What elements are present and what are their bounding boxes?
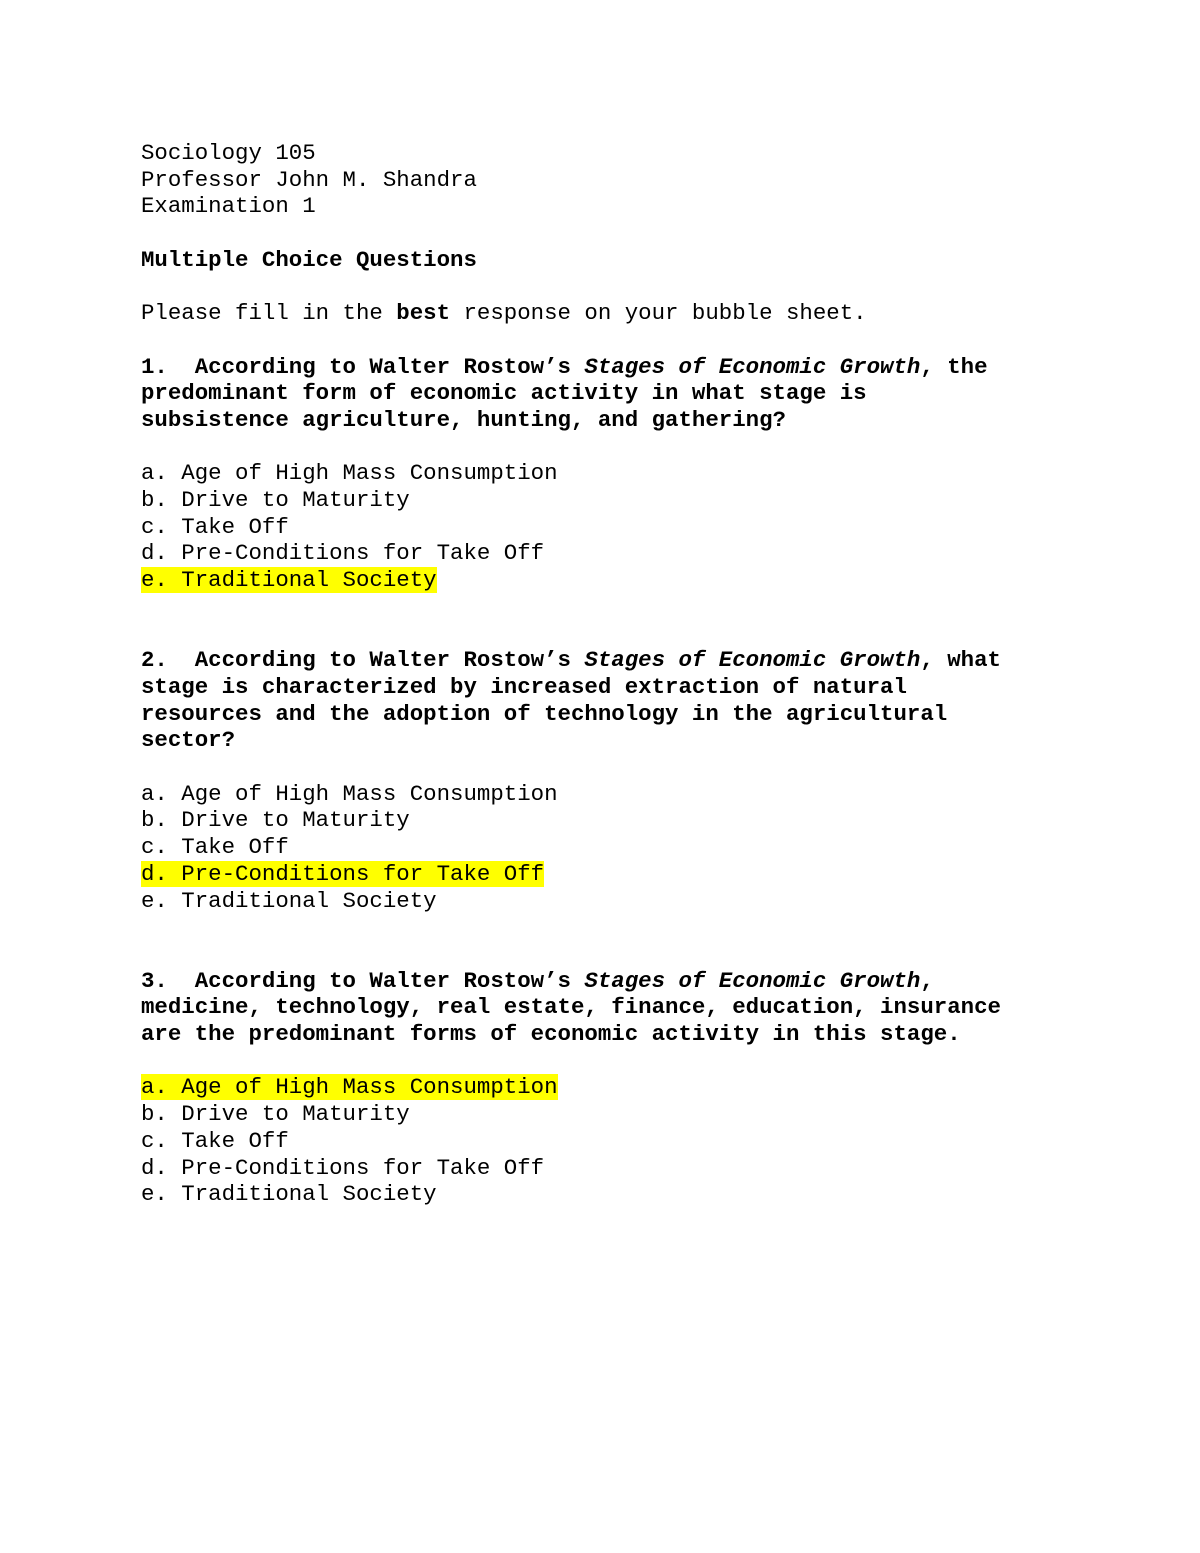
instructions-before: Please fill in the — [141, 300, 397, 327]
question-block — [141, 968, 1061, 1208]
book-title: Stages of Economic Growth — [584, 353, 921, 380]
spacer — [141, 1048, 1061, 1075]
answer-text: c. Take Off — [141, 1127, 289, 1154]
answer-text: d. Pre-Conditions for Take Off — [141, 1154, 545, 1181]
highlighted-answer: d. Pre-Conditions for Take Off — [141, 860, 545, 887]
answer-text: c. Take Off — [141, 513, 289, 540]
answer-choice — [141, 861, 1061, 888]
question-text-line — [141, 380, 1061, 407]
question-block — [141, 647, 1061, 967]
spacer — [141, 220, 1061, 247]
book-title: Stages of Economic Growth — [584, 647, 921, 674]
answer-choice — [141, 888, 1061, 915]
question-block — [141, 354, 1061, 648]
question-list — [141, 354, 1061, 1208]
answer-text: d. Pre-Conditions for Take Off — [141, 540, 545, 567]
question-text: resources and the adoption of technology in the agricultural — [141, 700, 948, 727]
question-text-line — [141, 354, 1061, 381]
answer-choice — [141, 460, 1061, 487]
instructions — [141, 300, 1061, 327]
answer-text: c. Take Off — [141, 834, 289, 861]
spacer — [141, 274, 1061, 301]
answer-text: e. Traditional Society — [141, 1181, 437, 1208]
question-text: sector? — [141, 727, 236, 754]
question-number: 2. — [141, 647, 195, 674]
spacer — [141, 327, 1061, 354]
question-text: , — [920, 967, 934, 994]
question-text-line — [141, 407, 1061, 434]
answer-text: b. Drive to Maturity — [141, 487, 410, 514]
book-title: Stages of Economic Growth — [584, 967, 921, 994]
spacer — [141, 594, 1061, 647]
answer-choice — [141, 540, 1061, 567]
spacer — [141, 754, 1061, 781]
question-number: 1. — [141, 353, 195, 380]
instructions-emphasis: best — [396, 300, 451, 327]
question-text-line — [141, 727, 1061, 754]
answer-choice — [141, 567, 1061, 594]
question-text-line — [141, 674, 1061, 701]
question-text-line — [141, 647, 1061, 674]
section-title: Multiple Choice Questions — [141, 246, 477, 273]
course-name: Sociology 105 — [141, 140, 316, 166]
question-text: According to Walter Rostow’s — [194, 647, 585, 674]
answer-text: a. Age of High Mass Consumption — [141, 780, 558, 807]
highlighted-answer: a. Age of High Mass Consumption — [141, 1074, 558, 1101]
answer-text: b. Drive to Maturity — [141, 807, 410, 834]
answer-text: a. Age of High Mass Consumption — [141, 460, 558, 487]
professor-name: Professor John M. Shandra — [141, 166, 477, 193]
exam-title: Examination 1 — [141, 193, 316, 220]
answer-choice — [141, 1074, 1061, 1101]
question-text: are the predominant forms of economic activity in this stage. — [141, 1021, 961, 1048]
answer-choice — [141, 487, 1061, 514]
highlighted-answer: e. Traditional Society — [141, 567, 437, 594]
answer-choice — [141, 1128, 1061, 1155]
answer-choice — [141, 781, 1061, 808]
spacer — [141, 914, 1061, 967]
question-text: predominant form of economic activity in what stage is — [141, 380, 867, 407]
answer-choice — [141, 1181, 1061, 1208]
question-number: 3. — [141, 967, 195, 994]
answer-choice — [141, 1155, 1061, 1182]
spacer — [141, 434, 1061, 461]
question-text-line — [141, 994, 1061, 1021]
question-text: , what — [920, 647, 1001, 674]
answer-text: e. Traditional Society — [141, 887, 437, 914]
answer-choice — [141, 514, 1061, 541]
question-text-line — [141, 701, 1061, 728]
question-text: medicine, technology, real estate, finance, education, insurance — [141, 994, 1001, 1021]
answer-choice — [141, 834, 1061, 861]
question-text-line — [141, 968, 1061, 995]
instructions-after: response on your bubble sheet. — [450, 300, 867, 327]
question-text: subsistence agriculture, hunting, and gathering? — [141, 406, 786, 433]
question-text: , the — [920, 353, 988, 380]
question-text: stage is characterized by increased extraction of natural — [141, 673, 907, 700]
answer-choice — [141, 1101, 1061, 1128]
answer-choice — [141, 807, 1061, 834]
question-text: According to Walter Rostow’s — [194, 353, 585, 380]
answer-text: b. Drive to Maturity — [141, 1101, 410, 1128]
question-text-line — [141, 1021, 1061, 1048]
question-text: According to Walter Rostow’s — [194, 967, 585, 994]
exam-page — [141, 140, 1061, 1208]
